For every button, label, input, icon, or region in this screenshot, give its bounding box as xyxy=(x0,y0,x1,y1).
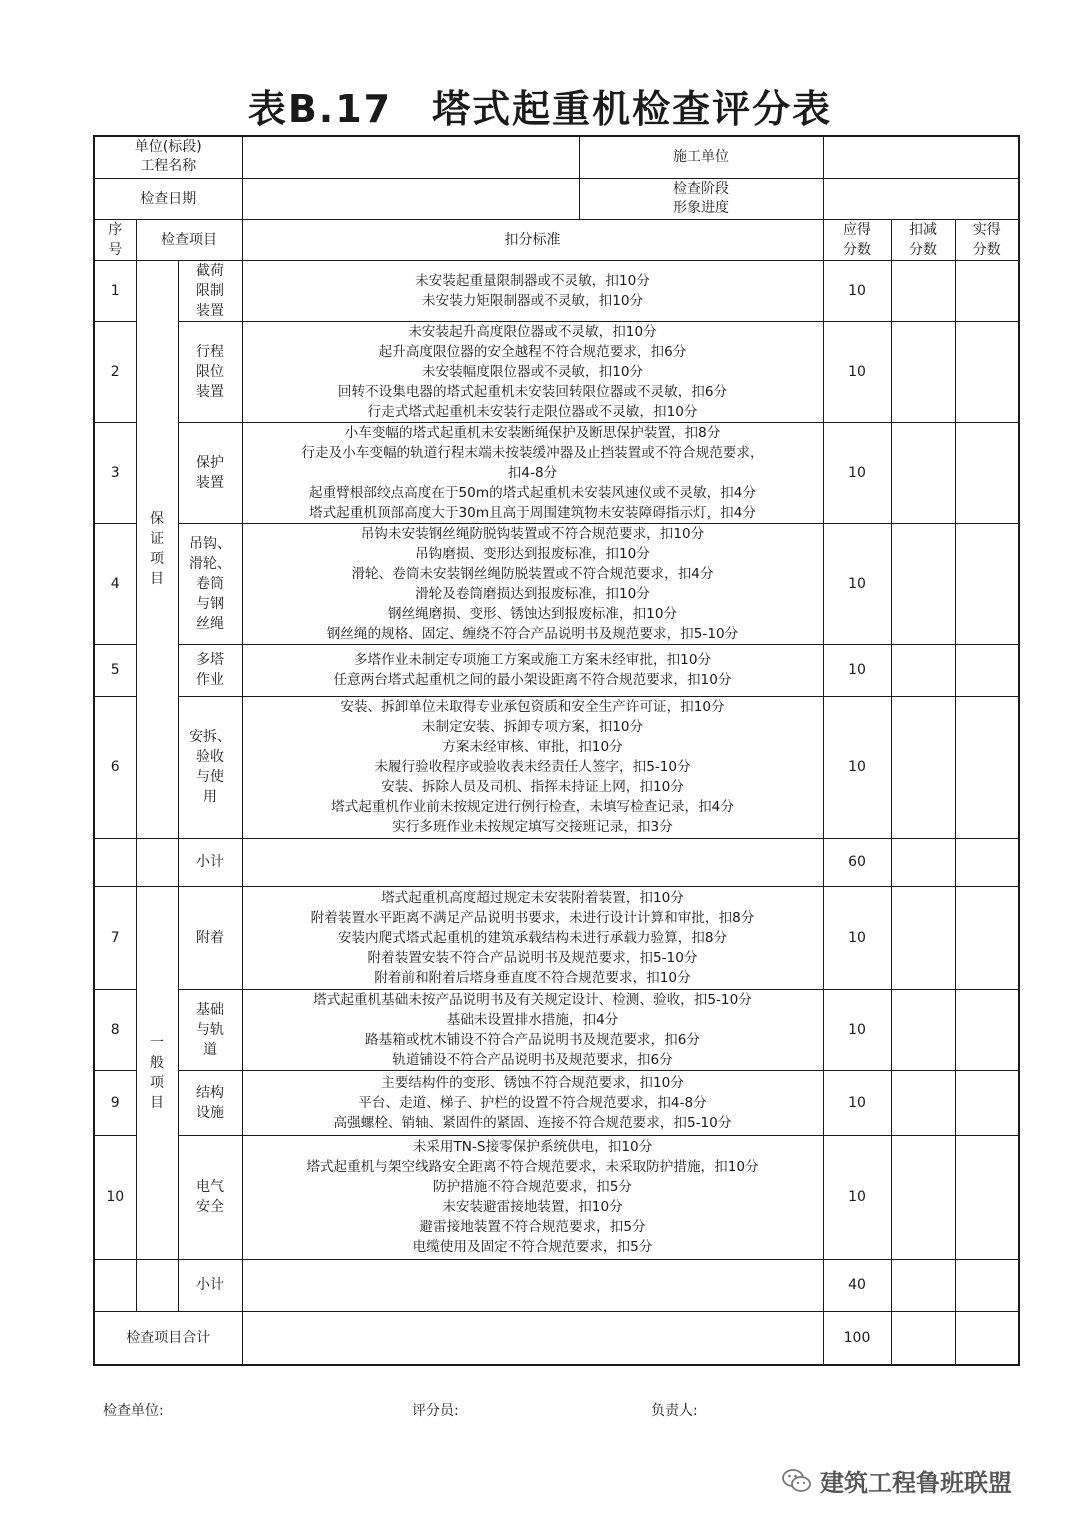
item-name-line: 与钢 xyxy=(196,595,224,612)
actual-score[interactable] xyxy=(955,260,1019,321)
watermark-text: 建筑工程鲁班联盟 xyxy=(820,1469,1012,1497)
item-name-line: 装置 xyxy=(196,383,224,400)
seq-header-line1: 序 xyxy=(108,221,123,238)
should-header-line2: 分数 xyxy=(843,241,871,258)
item-name-line: 保护 xyxy=(196,454,224,471)
empty-cell xyxy=(136,1259,178,1311)
inspection-table xyxy=(93,135,1020,1366)
row-no: 3 xyxy=(94,422,136,523)
criteria-line: 安装内爬式塔式起重机的建筑承载结构未进行承载力验算，扣8分 xyxy=(337,929,728,946)
criteria-cell xyxy=(242,523,823,644)
should-header-line1: 应得 xyxy=(843,221,871,238)
empty-cell xyxy=(242,838,823,886)
criteria-line: 钢丝绳的规格、固定、缠绕不符合产品说明书及规范要求，扣5-10分 xyxy=(326,625,739,642)
criteria-line: 防护措施不符合规范要求，扣5分 xyxy=(433,1179,632,1195)
should-score: 10 xyxy=(823,886,891,989)
construction-unit-label: 施工单位 xyxy=(579,136,823,178)
actual-score[interactable] xyxy=(955,1311,1019,1365)
criteria-cell xyxy=(242,886,823,989)
actual-score[interactable] xyxy=(955,1070,1019,1135)
subtotal-label: 小计 xyxy=(178,1259,242,1311)
row-no: 1 xyxy=(94,260,136,321)
scorer-label: 评分员: xyxy=(412,1403,459,1419)
actual-score[interactable] xyxy=(955,838,1019,886)
deduct-score[interactable] xyxy=(891,523,955,644)
criteria-line: 行走及小车变幅的轨道行程末端未按装缓冲器及止挡装置或不符合规范要求， xyxy=(301,444,764,461)
criteria-cell xyxy=(242,644,823,696)
table-row xyxy=(94,523,1019,644)
deduct-score-header xyxy=(891,219,955,260)
category-char: 目 xyxy=(150,1094,164,1111)
seq-header xyxy=(94,219,136,260)
responsible-label: 负责人: xyxy=(651,1403,698,1419)
stage-label-cell xyxy=(579,178,823,219)
row-no: 8 xyxy=(94,989,136,1070)
item-name-line: 安拆、 xyxy=(189,729,231,745)
table-row xyxy=(94,1135,1019,1259)
criteria-line: 方案未经审核、审批，扣10分 xyxy=(442,739,623,755)
should-score: 10 xyxy=(823,321,891,422)
item-name-line: 滑轮、 xyxy=(189,555,231,572)
should-score: 10 xyxy=(823,989,891,1070)
check-date-label: 检查日期 xyxy=(94,178,242,219)
table-row xyxy=(94,696,1019,838)
item-name-line: 基础 xyxy=(196,1001,224,1018)
table-row xyxy=(94,989,1019,1070)
empty-cell xyxy=(94,1259,136,1311)
criteria-line: 未履行验收程序或验收表未经责任人签字，扣5-10分 xyxy=(374,759,691,775)
table-row xyxy=(94,1070,1019,1135)
should-score: 10 xyxy=(823,1135,891,1259)
category-char: 目 xyxy=(150,571,164,587)
criteria-line: 轨道铺设不符合产品说明书及规范要求，扣6分 xyxy=(392,1051,673,1068)
item-name xyxy=(178,321,242,422)
row-no: 7 xyxy=(94,886,136,989)
deduct-score[interactable] xyxy=(891,1135,955,1259)
category-char: 保 xyxy=(150,511,164,527)
deduct-score[interactable] xyxy=(891,644,955,696)
total-row xyxy=(94,1311,1019,1365)
criteria-cell xyxy=(242,321,823,422)
criteria-line: 任意两台塔式起重机之间的最小架设距离不符合规范要求，扣10分 xyxy=(333,672,732,688)
item-name-line: 截荷 xyxy=(196,262,224,279)
row-no: 5 xyxy=(94,644,136,696)
total-label: 检查项目合计 xyxy=(94,1311,242,1365)
category-char: 一 xyxy=(150,1034,164,1051)
item-name xyxy=(178,422,242,523)
item-header: 检查项目 xyxy=(136,219,242,260)
check-date-value[interactable] xyxy=(242,178,579,219)
criteria-cell xyxy=(242,989,823,1070)
item-name xyxy=(178,260,242,321)
item-name-line: 多塔 xyxy=(196,652,224,668)
actual-header-line1: 实得 xyxy=(972,221,1001,238)
category-general xyxy=(136,886,178,1259)
empty-cell xyxy=(136,838,178,886)
stage-value[interactable] xyxy=(823,178,1019,219)
deduct-score[interactable] xyxy=(891,321,955,422)
criteria-line: 主要结构件的变形、锈蚀不符合规范要求，扣10分 xyxy=(381,1074,684,1091)
item-name-line: 安全 xyxy=(196,1199,224,1215)
criteria-line: 起升高度限位器的安全越程不符合规范要求，扣6分 xyxy=(378,343,687,360)
item-name-line: 装置 xyxy=(196,302,224,319)
item-name-line: 与轨 xyxy=(196,1021,224,1038)
criteria-line: 滑轮、卷筒未安装钢丝绳防脱装置或不符合规范要求，扣4分 xyxy=(351,565,714,582)
criteria-line: 安装、拆除人员及司机、指挥未持证上网，扣10分 xyxy=(381,779,684,795)
item-name-line: 结构 xyxy=(196,1084,224,1101)
item-name-line: 装置 xyxy=(196,474,224,491)
deduct-header-line2: 分数 xyxy=(909,241,937,258)
criteria-line: 扣4-8分 xyxy=(507,464,558,481)
unit-label-cell xyxy=(94,136,242,178)
criteria-cell xyxy=(242,260,823,321)
criteria-line: 未采用TN-S接零保护系统供电，扣10分 xyxy=(412,1139,653,1155)
category-char: 证 xyxy=(150,531,164,547)
item-name xyxy=(178,1135,242,1259)
item-name-line: 与使 xyxy=(196,769,224,785)
inspector-unit-label: 检查单位: xyxy=(103,1403,164,1419)
item-name xyxy=(178,644,242,696)
table-row xyxy=(94,260,1019,321)
should-score: 10 xyxy=(823,644,891,696)
deduct-score[interactable] xyxy=(891,696,955,838)
unit-label-line2: 工程名称 xyxy=(140,158,197,175)
criteria-line: 附着装置水平距离不满足产品说明书要求，未进行设计计算和审批，扣8分 xyxy=(310,909,755,926)
criteria-line: 未安装避雷接地装置，扣10分 xyxy=(442,1199,623,1215)
deduct-score[interactable] xyxy=(891,838,955,886)
actual-score[interactable] xyxy=(955,523,1019,644)
actual-score[interactable] xyxy=(955,886,1019,989)
construction-unit-value[interactable] xyxy=(823,136,1019,178)
should-score: 10 xyxy=(823,1070,891,1135)
category-char: 般 xyxy=(150,1054,164,1071)
deduct-score[interactable] xyxy=(891,1311,955,1365)
item-name xyxy=(178,1070,242,1135)
actual-score[interactable] xyxy=(955,989,1019,1070)
criteria-line: 安装、拆卸单位未取得专业承包资质和安全生产许可证，扣10分 xyxy=(340,699,725,715)
criteria-line: 附着装置安装不符合产品说明书及规范要求，扣5-10分 xyxy=(367,949,698,966)
deduct-score[interactable] xyxy=(891,260,955,321)
item-name-line: 丝绳 xyxy=(196,615,224,632)
item-name xyxy=(178,989,242,1070)
unit-label-line1: 单位(标段) xyxy=(134,139,202,156)
criteria-line: 未安装幅度限位器或不灵敏，扣10分 xyxy=(421,363,644,380)
subtotal-row xyxy=(94,838,1019,886)
subtotal-score: 60 xyxy=(823,838,891,886)
criteria-line: 实行多班作业未按规定填写交接班记录，扣3分 xyxy=(392,819,673,835)
criteria-line: 滑轮及卷筒磨损达到报废标准，扣10分 xyxy=(415,585,650,602)
criteria-line: 吊钩未安装钢丝绳防脱钩装置或不符合规范要求，扣10分 xyxy=(360,525,705,542)
subtotal-score: 40 xyxy=(823,1259,891,1311)
item-name xyxy=(178,696,242,838)
wechat-icon xyxy=(782,1468,812,1494)
item-name-line: 道 xyxy=(203,1041,217,1058)
table-row xyxy=(94,422,1019,523)
criteria-cell xyxy=(242,1070,823,1135)
item-name xyxy=(178,886,242,989)
criteria-cell xyxy=(242,696,823,838)
row-no: 10 xyxy=(94,1135,136,1259)
stage-label-line2: 形象进度 xyxy=(673,199,729,216)
empty-cell xyxy=(94,838,136,886)
item-name-line: 用 xyxy=(203,789,217,805)
should-score: 10 xyxy=(823,696,891,838)
criteria-header: 扣分标准 xyxy=(242,219,823,260)
should-score: 10 xyxy=(823,422,891,523)
criteria-line: 回转不设集电器的塔式起重机未安装回转限位器或不灵敏，扣6分 xyxy=(337,383,728,400)
empty-cell xyxy=(242,1259,823,1311)
subtotal-label: 小计 xyxy=(178,838,242,886)
row-no: 9 xyxy=(94,1070,136,1135)
deduct-score[interactable] xyxy=(891,989,955,1070)
category-char: 项 xyxy=(150,551,164,567)
criteria-line: 附着前和附着后塔身垂直度不符合规范要求，扣10分 xyxy=(374,969,691,986)
unit-value-cell[interactable] xyxy=(242,136,579,178)
criteria-line: 多塔作业未制定专项施工方案或施工方案未经审批，扣10分 xyxy=(353,652,712,668)
watermark xyxy=(782,1463,1012,1498)
stage-label-line1: 检查阶段 xyxy=(673,180,729,197)
item-name-line: 吊钩、 xyxy=(189,535,231,552)
actual-score-header xyxy=(955,219,1019,260)
item-name-line: 设施 xyxy=(196,1104,224,1121)
criteria-line: 钢丝绳磨损、变形、锈蚀达到报废标准，扣10分 xyxy=(387,605,678,622)
row-no: 2 xyxy=(94,321,136,422)
actual-score[interactable] xyxy=(955,422,1019,523)
page-title: 表B.17 塔式起重机检查评分表 xyxy=(247,87,833,131)
criteria-line: 行走式塔式起重机未安装行走限位器或不灵敏，扣10分 xyxy=(367,403,698,420)
item-name-line: 电气 xyxy=(196,1179,224,1195)
criteria-cell xyxy=(242,1135,823,1259)
should-score: 10 xyxy=(823,260,891,321)
deduct-score[interactable] xyxy=(891,1259,955,1311)
criteria-line: 基础未设置排水措施，扣4分 xyxy=(446,1011,619,1028)
criteria-line: 塔式起重机与架空线路安全距离不符合规范要求，未采取防护措施，扣10分 xyxy=(306,1159,759,1175)
category-char: 项 xyxy=(150,1074,164,1091)
actual-score[interactable] xyxy=(955,1259,1019,1311)
row-no: 6 xyxy=(94,696,136,838)
actual-score[interactable] xyxy=(955,321,1019,422)
table-row xyxy=(94,886,1019,989)
criteria-line: 高强螺栓、销轴、紧固件的紧固、连接不符合规范要求，扣5-10分 xyxy=(333,1114,732,1131)
criteria-line: 电缆使用及固定不符合规范要求，扣5分 xyxy=(412,1239,653,1255)
item-name-line: 作业 xyxy=(196,672,224,688)
item-name-line: 限制 xyxy=(196,282,224,299)
criteria-line: 起重臂根部绞点高度在于50m的塔式起重机未安装风速仪或不灵敏，扣4分 xyxy=(309,484,756,501)
deduct-score[interactable] xyxy=(891,886,955,989)
should-score: 10 xyxy=(823,523,891,644)
criteria-line: 未安装起升高度限位器或不灵敏，扣10分 xyxy=(408,323,657,340)
criteria-line: 平台、走道、梯子、护栏的设置不符合规范要求，扣4-8分 xyxy=(358,1094,707,1111)
deduct-header-line1: 扣减 xyxy=(909,221,937,238)
actual-score[interactable] xyxy=(955,696,1019,838)
criteria-line: 塔式起重机作业前未按规定进行例行检查，未填写检查记录，扣4分 xyxy=(331,799,734,815)
table-row xyxy=(94,321,1019,422)
table-row xyxy=(94,644,1019,696)
row-no: 4 xyxy=(94,523,136,644)
seq-header-line2: 号 xyxy=(108,241,123,258)
item-name-line: 验收 xyxy=(196,749,224,765)
criteria-line: 路基箱或枕木铺设不符合产品说明书及规范要求，扣6分 xyxy=(365,1031,700,1048)
criteria-line: 未安装力矩限制器或不灵敏，扣10分 xyxy=(421,292,644,309)
subtotal-row xyxy=(94,1259,1019,1311)
criteria-line: 小车变幅的塔式起重机未安装断绳保护及断思保护装置，扣8分 xyxy=(344,424,721,441)
criteria-line: 避雷接地装置不符合规范要求，扣5分 xyxy=(419,1219,646,1235)
empty-cell xyxy=(242,1311,823,1365)
actual-score[interactable] xyxy=(955,644,1019,696)
deduct-score[interactable] xyxy=(891,1070,955,1135)
criteria-line: 塔式起重机高度超过规定未安装附着装置，扣10分 xyxy=(381,889,684,906)
criteria-line: 未制定安装、拆卸专项方案，扣10分 xyxy=(421,719,644,735)
criteria-line: 未安装起重量限制器或不灵敏，扣10分 xyxy=(415,272,650,289)
item-name-line: 限位 xyxy=(196,363,224,380)
item-name xyxy=(178,523,242,644)
category-guarantee xyxy=(136,260,178,838)
actual-score[interactable] xyxy=(955,1135,1019,1259)
actual-header-line2: 分数 xyxy=(972,241,1001,258)
item-name-line: 附着 xyxy=(196,929,224,946)
item-name-line: 行程 xyxy=(196,343,224,360)
criteria-line: 塔式起重机顶部高度大于30m且高于周围建筑物未安装障碍指示灯，扣4分 xyxy=(309,504,756,521)
deduct-score[interactable] xyxy=(891,422,955,523)
criteria-line: 塔式起重机基础未按产品说明书及有关规定设计、检测、验收，扣5-10分 xyxy=(313,991,752,1008)
total-score: 100 xyxy=(823,1311,891,1365)
criteria-cell xyxy=(242,422,823,523)
item-name-line: 卷筒 xyxy=(196,575,224,592)
criteria-line: 吊钩磨损、变形达到报废标准，扣10分 xyxy=(415,545,650,562)
should-score-header xyxy=(823,219,891,260)
